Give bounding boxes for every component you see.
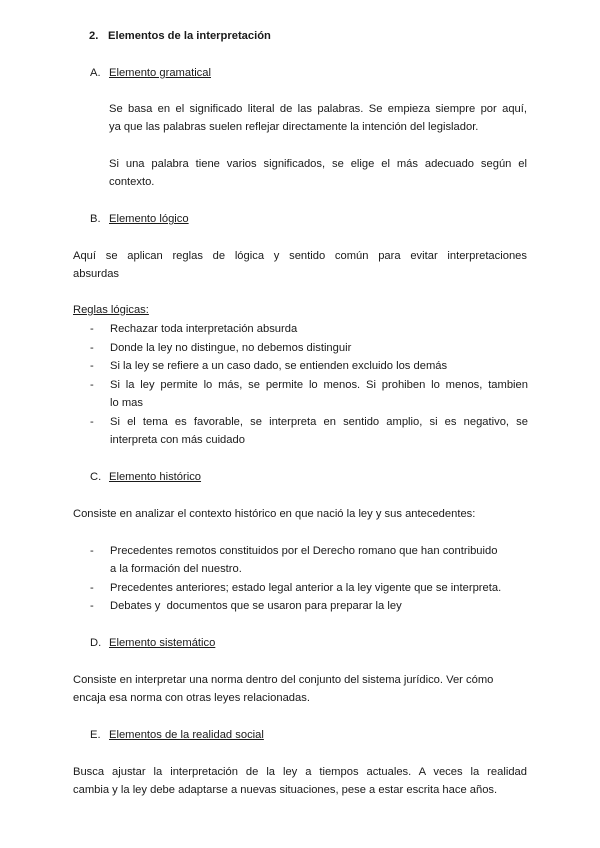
section-c-letter: C.: [90, 471, 102, 483]
gramatical-p2-line2: contexto.: [109, 176, 155, 188]
section-b-title: Elemento lógico: [109, 213, 189, 225]
historico-paragraph: Consiste en analizar el contexto histórico en que nació la ley y sus antecedentes:: [73, 508, 476, 520]
section-a-letter: A.: [90, 67, 101, 79]
gramatical-p2-line1: Si una palabra tiene varios significados, se elige el más adecuado según el: [109, 158, 527, 170]
historico-item-2: Precedentes anteriores; estado legal anterior a la ley vigente que se interpreta.: [110, 582, 502, 594]
bullet-dash: -: [90, 323, 94, 335]
logico-paragraph-line2: absurdas: [73, 268, 120, 280]
section-e-title: Elementos de la realidad social: [109, 729, 264, 741]
section-c-title: Elemento histórico: [109, 471, 202, 483]
regla-item-3: Si la ley se refiere a un caso dado, se entienden excluido los demás: [110, 360, 448, 372]
sistematico-paragraph-line2: encaja esa norma con otras leyes relacionadas.: [73, 692, 310, 704]
sistematico-paragraph-line1: Consiste en interpretar una norma dentro del conjunto del sistema jurídico. Ver cómo: [73, 674, 494, 686]
regla-item-4-line1: Si la ley permite lo más, se permite lo menos. Si prohiben lo menos, tambien: [110, 379, 528, 391]
section-b-letter: B.: [90, 213, 101, 225]
section-e-letter: E.: [90, 729, 101, 741]
section-d-letter: D.: [90, 637, 102, 649]
bullet-dash: -: [90, 379, 94, 391]
bullet-dash: -: [90, 545, 94, 557]
gramatical-p1-line2: ya que las palabras suelen reflejar directamente la intención del legislador.: [109, 121, 479, 133]
bullet-dash: -: [90, 342, 94, 354]
regla-item-5-line2: interpreta con más cuidado: [110, 434, 245, 446]
logico-paragraph-line1: Aquí se aplican reglas de lógica y sentido común para evitar interpretaciones: [73, 250, 527, 262]
reglas-title: Reglas lógicas:: [73, 304, 149, 316]
gramatical-p1-line1: Se basa en el significado literal de las palabras. Se empieza siempre por aquí,: [109, 103, 527, 115]
bullet-dash: -: [90, 582, 94, 594]
section-d-title: Elemento sistemático: [109, 637, 216, 649]
bullet-dash: -: [90, 416, 94, 428]
historico-item-3: Debates y documentos que se usaron para preparar la ley: [110, 600, 402, 612]
regla-item-1: Rechazar toda interpretación absurda: [110, 323, 298, 335]
historico-item-1-line2: a la formación del nuestro.: [110, 563, 242, 575]
social-paragraph-line2: cambia y la ley debe adaptarse a nuevas situaciones, pese a estar escrita hace años.: [73, 784, 498, 796]
bullet-dash: -: [90, 600, 94, 612]
regla-item-5-line1: Si el tema es favorable, se interpreta en sentido amplio, si es negativo, se: [110, 416, 528, 428]
regla-item-2: Donde la ley no distingue, no debemos distinguir: [110, 342, 352, 354]
heading-title: Elementos de la interpretación: [108, 30, 271, 42]
bullet-dash: -: [90, 360, 94, 372]
heading-number: 2.: [89, 30, 99, 42]
regla-item-4-line2: lo mas: [110, 397, 143, 409]
historico-item-1-line1: Precedentes remotos constituidos por el Derecho romano que han contribuido: [110, 545, 498, 557]
section-a-title: Elemento gramatical: [109, 67, 211, 79]
social-paragraph-line1: Busca ajustar la interpretación de la ley a tiempos actuales. A veces la realidad: [73, 766, 527, 778]
